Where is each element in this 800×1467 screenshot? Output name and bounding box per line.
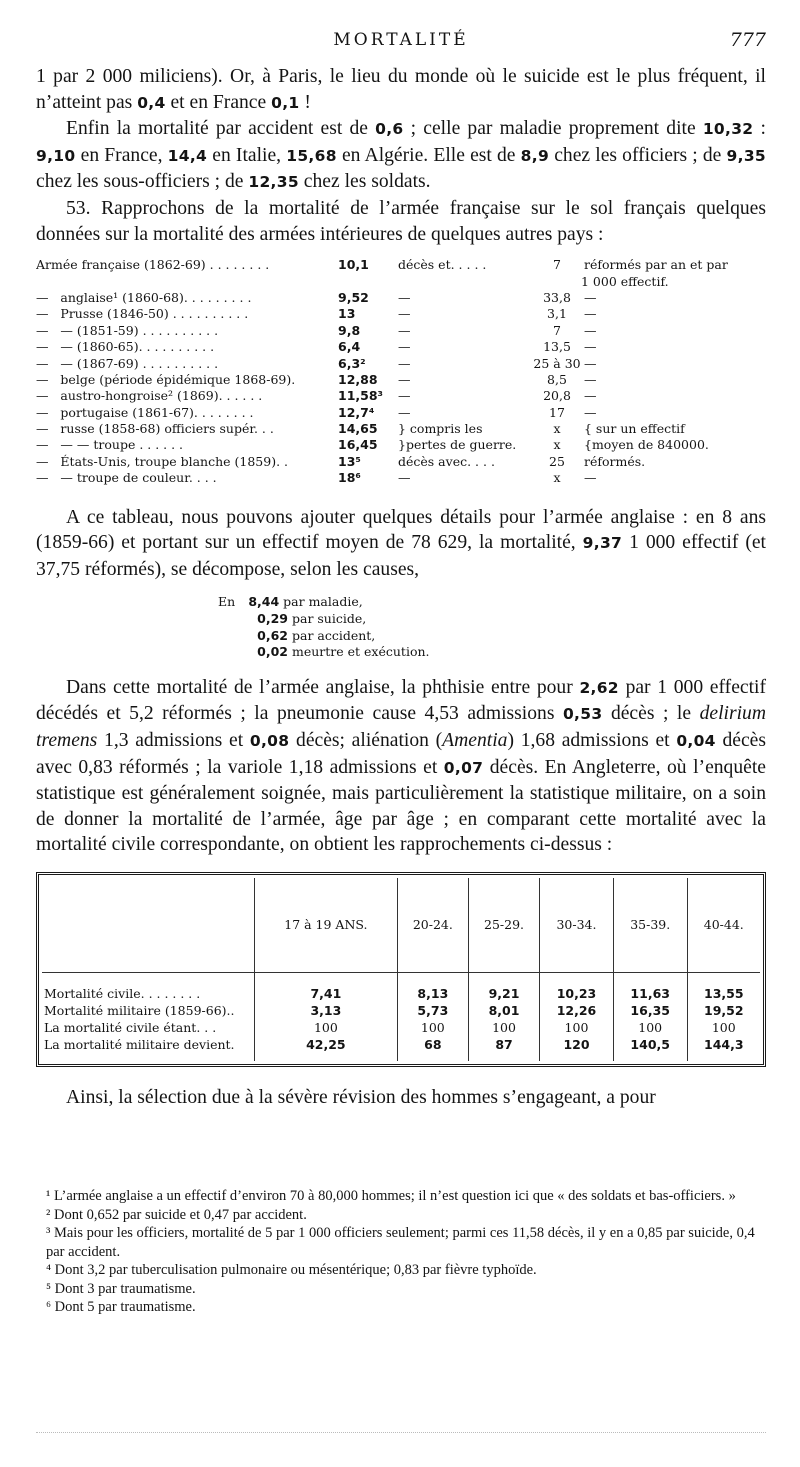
row-note: } compris les — [398, 421, 483, 437]
rate-value: 2,62 — [579, 678, 619, 697]
table-cell: 10,23 — [540, 972, 614, 1002]
rate-value: 14,4 — [167, 146, 208, 165]
row-note: — — [398, 322, 411, 338]
table-row — [36, 257, 766, 273]
list-item — [218, 611, 766, 628]
table-header-row — [42, 878, 760, 973]
rate-value: 9,35 — [726, 146, 766, 165]
row-note: — — [398, 306, 411, 322]
column-header: 25-29. — [468, 878, 539, 973]
army-label: — Prusse (1846-50) . . . . . . . . . . — [36, 306, 249, 322]
armies-mortality-table — [36, 257, 766, 486]
text-run: et en France — [165, 91, 272, 113]
reformed-rate: 13,5 — [543, 339, 571, 355]
army-label: — portugaise (1861-67). . . . . . . . — [36, 404, 254, 420]
death-rate: 13 — [338, 306, 356, 322]
running-title: MORTALITÉ — [333, 30, 469, 50]
row-label: La mortalité militaire devient. — [44, 1036, 235, 1052]
table-row — [36, 339, 766, 355]
reformed-rate: 17 — [549, 404, 565, 420]
footnote: ⁵ Dont 3 par traumatisme. — [46, 1280, 196, 1297]
table-cell: 12,26 — [540, 1002, 614, 1019]
text-run: ; celle par maladie proprement dite — [403, 118, 703, 140]
row-note: — — [398, 355, 411, 371]
text-run: décès ; le — [602, 703, 700, 725]
paragraph-5 — [36, 675, 766, 858]
text-run: 1,3 admissions et — [97, 729, 250, 751]
table-cell: 87 — [468, 1036, 539, 1061]
rate-value: 0,08 — [249, 731, 290, 750]
reformed-rate: 7 — [553, 257, 561, 273]
age-mortality-table — [42, 878, 760, 1061]
row-tail: — — [584, 289, 597, 305]
rate-value: 9,10 — [36, 146, 76, 165]
reformed-rate: 33,8 — [543, 289, 571, 305]
footnote: ³ Mais pour les officiers, mortalité de 5 par 1 000 officiers seulement; parmi ces 11,58 décès, il y en a 0,85 par suicide, 0,4 par accident. — [46, 1225, 755, 1260]
latin-term: Amentia — [442, 729, 508, 751]
text-run: décès; aliénation ( — [289, 729, 443, 751]
footnotes — [46, 1187, 766, 1317]
row-tail: { sur un effectif — [584, 421, 685, 437]
age-mortality-table-frame — [36, 872, 766, 1067]
text-run: 1 000 effectif (et 37,75 réformés), se décompose, selon les causes, — [36, 532, 766, 580]
table-cell: 13,55 — [687, 972, 760, 1002]
table-row — [42, 1002, 760, 1019]
causes-list — [218, 594, 766, 660]
paragraph-1 — [36, 64, 766, 116]
rate-value: 9,37 — [582, 534, 623, 553]
reformed-rate: x — [553, 421, 561, 437]
table-row — [36, 306, 766, 322]
table-row — [36, 323, 766, 339]
rate-value: 0,07 — [443, 758, 484, 777]
text-run: chez les sous-officiers ; de — [36, 171, 249, 193]
row-note: décès avec. . . . — [398, 453, 495, 469]
column-header: 35-39. — [613, 878, 687, 973]
text-run: 1 par 2 000 miliciens). Or, à Paris, le lieu du monde où le suicide est le plus fréquent, il n’atteint pas — [36, 66, 766, 113]
paragraph-4 — [36, 505, 766, 583]
table-cell: 3,13 — [255, 1002, 398, 1019]
cause-text: par suicide, — [291, 611, 367, 626]
death-rate: 13⁵ — [338, 453, 361, 469]
table-cell: 19,52 — [687, 1002, 760, 1019]
death-rate: 6,4 — [338, 339, 361, 355]
row-tail: réformés. — [584, 453, 646, 469]
list-item — [218, 644, 766, 661]
cause-value: 8,44 — [248, 594, 280, 610]
rate-value: 0,53 — [562, 705, 603, 724]
row-tail: — — [584, 322, 597, 338]
footnote: ⁶ Dont 5 par traumatisme. — [46, 1299, 196, 1315]
table-row — [36, 437, 766, 453]
death-rate: 12,7⁴ — [338, 404, 375, 420]
table-cell: 8,01 — [468, 1002, 539, 1019]
row-tail: réformés par an et par — [584, 257, 728, 273]
table-row — [36, 372, 766, 388]
table-row-continuation: 1 000 effectif. — [581, 273, 669, 289]
army-label: — belge (période épidémique 1868-69). — [36, 371, 296, 387]
row-tail: — — [584, 339, 597, 355]
table-cell: 100 — [687, 1019, 760, 1036]
row-tail: — — [584, 404, 597, 420]
row-tail: — — [584, 470, 597, 486]
army-label: — austro-hongroise² (1869). . . . . . — [36, 388, 263, 404]
row-note: — — [398, 404, 411, 420]
army-label: — — troupe de couleur. . . . — [36, 470, 217, 486]
row-label: Mortalité civile. . . . . . . . — [44, 985, 201, 1001]
text-run: ) 1,68 admissions et — [507, 729, 677, 751]
paragraph-2 — [36, 116, 766, 196]
footnote: ⁴ Dont 3,2 par tuberculisation pulmonaire ou mésentérique; 0,83 par fièvre typhoïde. — [46, 1262, 537, 1278]
row-tail: — — [584, 306, 597, 322]
row-note: — — [398, 289, 411, 305]
table-row — [36, 388, 766, 404]
reformed-rate: 8,5 — [547, 371, 567, 387]
table-row — [36, 454, 766, 470]
cause-value: 0,02 — [257, 644, 288, 660]
table-row — [42, 1019, 760, 1036]
rate-value: 0,4 — [137, 93, 166, 112]
column-header: 20-24. — [397, 878, 468, 973]
row-label: La mortalité civile étant. . . — [44, 1019, 217, 1035]
army-label: — — (1867-69) . . . . . . . . . . — [36, 355, 219, 371]
table-cell: 42,25 — [255, 1036, 398, 1061]
cause-text: meurtre et exécution. — [291, 644, 430, 660]
text-run: A ce tableau, nous pouvons ajouter quelques détails pour l’armée anglaise : en 8 ans (1859-66) et portant sur un effectif moyen de 78 629, la mortalité, — [36, 506, 766, 554]
table-cell: 100 — [540, 1019, 614, 1036]
column-header: 30-34. — [540, 878, 614, 973]
reformed-rate: 25 — [549, 453, 565, 469]
list-item — [218, 594, 766, 611]
running-header — [36, 30, 766, 54]
table-row — [36, 470, 766, 486]
death-rate: 14,65 — [338, 421, 378, 437]
table-cell: 16,35 — [613, 1002, 687, 1019]
footnote: ² Dont 0,652 par suicide et 0,47 par accident. — [46, 1206, 307, 1223]
latin-term: delirium tremens — [36, 703, 766, 751]
row-note: — — [398, 388, 411, 404]
text-run: décès avec 0,83 réformés ; la variole 1,18 admissions et — [36, 729, 766, 778]
row-note: — — [398, 470, 411, 486]
death-rate: 18⁶ — [338, 470, 361, 486]
death-rate: 9,52 — [338, 289, 369, 305]
reformed-rate: x — [553, 470, 561, 486]
table-cell: 100 — [397, 1019, 468, 1036]
death-rate: 9,8 — [338, 322, 361, 338]
army-label: — russe (1858-68) officiers supér. . . — [36, 421, 274, 437]
table-row — [36, 290, 766, 306]
table-row — [36, 356, 766, 372]
table-cell: 140,5 — [613, 1036, 687, 1061]
reformed-rate: 3,1 — [547, 306, 567, 322]
rate-value: 0,04 — [676, 731, 716, 750]
row-note: décès et. . . . . — [398, 257, 487, 273]
column-header: 17 à 19 ANS. — [255, 878, 398, 973]
cause-value: 0,62 — [257, 627, 288, 643]
text-run: en France, — [75, 144, 168, 166]
table-cell: 5,73 — [397, 1002, 468, 1019]
rate-value: 0,6 — [375, 120, 404, 139]
blank-header-cell — [42, 878, 255, 973]
row-tail: {moyen de 840000. — [584, 437, 709, 453]
row-note: — — [398, 339, 411, 355]
text-run: chez les soldats. — [298, 171, 431, 193]
page-number: 777 — [729, 29, 766, 51]
table-cell: 11,63 — [613, 972, 687, 1002]
table-cell: 144,3 — [687, 1036, 760, 1061]
text-run: chez les officiers ; de — [549, 144, 727, 166]
page-body — [36, 64, 766, 1111]
page-edge-rule — [36, 1432, 766, 1433]
army-label: — anglaise¹ (1860-68). . . . . . . . . — [36, 289, 252, 305]
table-row — [42, 1036, 760, 1061]
rate-value: 12,35 — [248, 173, 299, 192]
table-row — [42, 972, 760, 1002]
death-rate: 16,45 — [338, 437, 378, 453]
table-cell: 9,21 — [468, 972, 539, 1002]
text-run: en Algérie. Elle est de — [336, 144, 521, 166]
reformed-rate: 20,8 — [543, 388, 571, 404]
death-rate: 12,88 — [338, 371, 378, 387]
causes-prefix: En — [218, 594, 236, 610]
row-tail: — — [584, 388, 597, 404]
column-header: 40-44. — [687, 878, 760, 973]
row-note: }pertes de guerre. — [398, 437, 517, 453]
reformed-rate: x — [553, 437, 561, 453]
death-rate: 10,1 — [338, 257, 369, 273]
rate-value: 8,9 — [520, 146, 550, 165]
table-cell: 100 — [468, 1019, 539, 1036]
text-run: : — [753, 118, 766, 140]
army-label: — — (1860-65). . . . . . . . . . — [36, 339, 215, 355]
table-cell: 100 — [255, 1019, 398, 1036]
reformed-rate: 7 — [553, 322, 561, 338]
table-cell: 100 — [613, 1019, 687, 1036]
table-row — [36, 405, 766, 421]
list-item — [218, 628, 766, 645]
table-cell: 68 — [397, 1036, 468, 1061]
table-cell: 120 — [540, 1036, 614, 1061]
death-rate: 6,3² — [338, 355, 366, 371]
rate-value: 10,32 — [702, 120, 754, 139]
cause-value: 0,29 — [257, 611, 288, 626]
army-label: Armée française (1862-69) . . . . . . . . — [36, 257, 270, 273]
cause-text: par accident, — [291, 627, 376, 643]
row-label: Mortalité militaire (1859-66).. — [44, 1002, 235, 1018]
text-run: décès. En Angleterre, où l’enquête statistique est généralement soignée, mais particulièrement la statistique militaire, on a soin de donner la mortalité de l’armée, âge par âge ; en comparant cette mortalité avec la mortalité civile correspondante, on obtient les rapprochements ci-dessus : — [36, 756, 766, 856]
row-tail: — — [584, 371, 597, 387]
paragraph-3: 53. Rapprochons de la mortalité de l’armée française sur le sol français quelques données sur la mortalité des armées intérieures de quelques autres pays : — [36, 197, 766, 245]
cause-text: par maladie, — [283, 594, 363, 610]
table-row — [36, 421, 766, 437]
paragraph-6: Ainsi, la sélection due à la sévère révision des hommes s’engageant, a pour — [66, 1086, 656, 1108]
row-note: — — [398, 371, 411, 387]
army-label: — États-Unis, troupe blanche (1859). . — [36, 453, 288, 469]
footnote: ¹ L’armée anglaise a un effectif d’environ 70 à 80,000 hommes; il n’est question ici que « des soldats et bas-officiers. » — [46, 1188, 736, 1204]
death-rate: 11,58³ — [338, 388, 384, 404]
text-run: en Italie, — [207, 144, 287, 166]
row-tail: — — [584, 355, 597, 371]
army-label: — — (1851-59) . . . . . . . . . . — [36, 322, 219, 338]
table-cell: 8,13 — [397, 972, 468, 1002]
table-cell: 7,41 — [255, 972, 398, 1002]
text-run: par 1 000 effectif décédés et 5,2 réformés ; la pneumonie cause 4,53 admissions — [36, 676, 767, 725]
text-run: Dans cette mortalité de l’armée anglaise, la phthisie entre pour — [66, 676, 580, 698]
text-run: ! — [299, 91, 311, 113]
rate-value: 15,68 — [286, 146, 337, 165]
reformed-rate: 25 à 30 — [533, 355, 581, 371]
army-label: — — — troupe . . . . . . — [36, 437, 184, 453]
text-run: Enfin la mortalité par accident est de — [66, 118, 376, 140]
rate-value: 0,1 — [271, 93, 300, 112]
